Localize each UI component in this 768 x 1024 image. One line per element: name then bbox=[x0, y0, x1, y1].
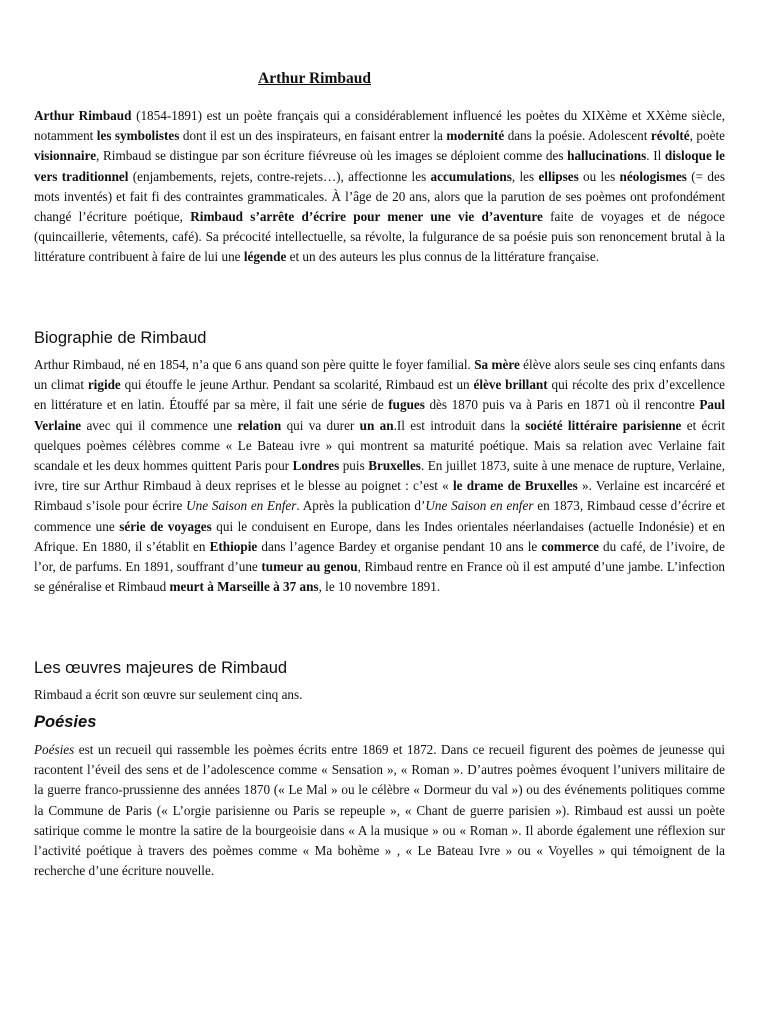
intro-bold: Rimbaud s’arrête d’écrire pour mener une vie d’aventure bbox=[190, 209, 543, 225]
poesies-text: est un recueil qui rassemble les poèmes écrits entre 1869 et 1872. Dans ce recueil figurent des poèmes de jeunesse qui racontent l’éveil des sens et de l’adolescence comme « Sensation », « Roman ». D’autres poèmes évoquent l’univers militaire de la guerre franco-prussienne des années 1870 (« Le Mal » ou le célèbre « Dormeur du val ») ou des événements politiques comme la Commune de Paris (« L’orgie parisienne ou Paris se repeuple », « Chant de guerre parisien »). Rimbaud est aussi un poète satirique comme le montre la satire de la bourgeoisie dans « A la musique » ou « Roman ». Il aborde également une réflexion sur l’activité poétique à travers des poèmes comme « Ma bohème » , « Le Bateau Ivre » ou « Voyelles » qui témoignent de la recherche d’une écriture nouvelle. bbox=[34, 742, 725, 879]
intro-text: , Rimbaud se distingue par son écriture fiévreuse où les images se déploient comme des bbox=[96, 148, 568, 164]
intro-bold: disloque le vers traditionnel bbox=[34, 148, 725, 184]
intro-text: . Il bbox=[646, 148, 665, 164]
bio-text: avec qui il commence une bbox=[81, 417, 238, 433]
bio-bold: commerce bbox=[541, 538, 599, 554]
intro-text: faite de voyages et de négoce (quincaillerie, vêtements, café). Sa précocité intellectuelle, sa révolte, la fulgurance de sa poésie puis son renoncement brutal à la littérature contribuent à faire de lui une bbox=[34, 209, 725, 265]
bio-text: Arthur Rimbaud, né en 1854, n’a que 6 ans quand son père quitte le foyer familial. bbox=[34, 357, 475, 372]
intro-text: (= des mots inventés) et fait fi des contraintes grammaticales. À l’âge de 20 ans, alors que la parution de ses poèmes ont profondément changé l’écriture poétique, bbox=[34, 168, 725, 225]
intro-bold: néologismes bbox=[619, 168, 687, 184]
intro-bold: hallucinations bbox=[567, 148, 647, 164]
intro-text: et un des auteurs les plus connus de la littérature française. bbox=[286, 249, 600, 265]
intro-text: (1854-1891) est un poète français qui a considérablement influencé les poètes du XIXème et XXème siècle, notamment bbox=[34, 108, 725, 144]
bio-bold: tumeur au genou bbox=[261, 559, 358, 575]
intro-text: ou les bbox=[578, 168, 620, 184]
bio-bold: meurt à Marseille à 37 ans bbox=[169, 579, 319, 595]
bio-text: dans l’agence Bardey et organise pendant 10 ans le bbox=[257, 538, 542, 554]
bio-bold: Ethiopie bbox=[209, 538, 258, 554]
bio-bold: un an bbox=[359, 417, 394, 433]
bio-bold: élève brillant bbox=[473, 377, 548, 393]
intro-bold: révolté bbox=[650, 128, 690, 144]
poesies-italic: Poésies bbox=[34, 742, 75, 757]
bio-italic: Une Saison en Enfer bbox=[186, 498, 297, 514]
bio-bold: relation bbox=[237, 417, 282, 433]
bio-text: du café, de l’ivoire, de l’or, de parfums. En 1891, souffrant d’une bbox=[34, 538, 725, 575]
intro-text: , poète bbox=[689, 128, 725, 144]
bio-text: puis bbox=[339, 458, 369, 474]
bio-text: en 1873, Rimbaud cesse d’écrire et commence une bbox=[34, 498, 725, 534]
bio-bold: série de voyages bbox=[119, 518, 212, 534]
intro-text: , les bbox=[511, 168, 539, 184]
biography-paragraph bbox=[34, 355, 725, 597]
bio-bold: Bruxelles bbox=[368, 458, 421, 474]
bio-bold: Londres bbox=[292, 458, 340, 474]
intro-bold: modernité bbox=[446, 128, 505, 144]
intro-bold: les symbolistes bbox=[96, 128, 180, 144]
bio-bold: Sa mère bbox=[474, 357, 520, 372]
bio-text: .Il est introduit dans la bbox=[393, 417, 526, 433]
intro-bold: visionnaire bbox=[34, 148, 97, 164]
bio-text: qui va durer bbox=[281, 417, 360, 433]
poesies-paragraph bbox=[34, 740, 725, 881]
bio-text: . En juillet 1873, suite à une menace de rupture, Verlaine, ivre, tire sur Arthur Rimbaud à deux reprises et le blesse au poignet : c’est « bbox=[34, 458, 725, 494]
intro-text: dont il est un des inspirateurs, en faisant entrer la bbox=[179, 128, 447, 144]
bio-text: qui le conduisent en Europe, dans les Indes orientales néerlandaises (actuelle Indonésie) et en Afrique. En 1880, il s’établit en bbox=[34, 518, 725, 554]
bio-bold: société littéraire parisienne bbox=[525, 417, 682, 433]
bio-bold: fugues bbox=[388, 397, 425, 413]
intro-bold: légende bbox=[243, 249, 287, 265]
bio-text: . Après la publication d’ bbox=[296, 498, 426, 514]
intro-text: dans la poésie. Adolescent bbox=[504, 128, 651, 144]
bio-text: et écrit quelques poèmes célèbres comme « Le Bateau ivre » qui montrent sa maturité poétique. Mais sa relation avec Verlaine fait scandale et les deux hommes quittent Paris pour bbox=[34, 417, 725, 474]
bio-text: ». Verlaine est incarcéré et Rimbaud s’isole pour écrire bbox=[34, 478, 725, 514]
page-title: Arthur Rimbaud bbox=[258, 70, 371, 87]
bio-text: , Rimbaud rentre en France où il est amputé d’une jambe. L’infection se généralise et Rimbaud bbox=[34, 559, 726, 595]
intro-bold: Arthur Rimbaud bbox=[34, 108, 132, 123]
section-heading-works: Les œuvres majeures de Rimbaud bbox=[34, 659, 288, 677]
bio-bold: Paul Verlaine bbox=[34, 397, 725, 433]
intro-text: (enjambements, rejets, contre-rejets…), affectionne les bbox=[128, 168, 431, 184]
section-heading-biography: Biographie de Rimbaud bbox=[34, 329, 207, 347]
bio-italic: Une Saison en enfer bbox=[425, 498, 534, 514]
bio-text: , le 10 novembre 1891. bbox=[318, 579, 441, 595]
intro-bold: ellipses bbox=[538, 168, 579, 184]
works-paragraph: Rimbaud a écrit son œuvre sur seulement cinq ans. bbox=[34, 687, 303, 702]
bio-text: dès 1870 puis va à Paris en 1871 où il rencontre bbox=[424, 397, 700, 413]
intro-bold: accumulations bbox=[430, 168, 512, 184]
bio-text: qui récolte des prix d’excellence en littérature et en latin. Étouffé par sa mère, il fait une série de bbox=[34, 377, 725, 413]
bio-text: qui étouffe le jeune Arthur. Pendant sa scolarité, Rimbaud est un bbox=[120, 377, 474, 393]
section-heading-poesies: Poésies bbox=[34, 713, 97, 731]
intro-paragraph bbox=[34, 106, 725, 268]
bio-bold: rigide bbox=[87, 377, 121, 393]
bio-text: élève alors seule ses cinq enfants dans un climat bbox=[34, 357, 725, 393]
bio-bold: le drame de Bruxelles bbox=[452, 478, 578, 494]
